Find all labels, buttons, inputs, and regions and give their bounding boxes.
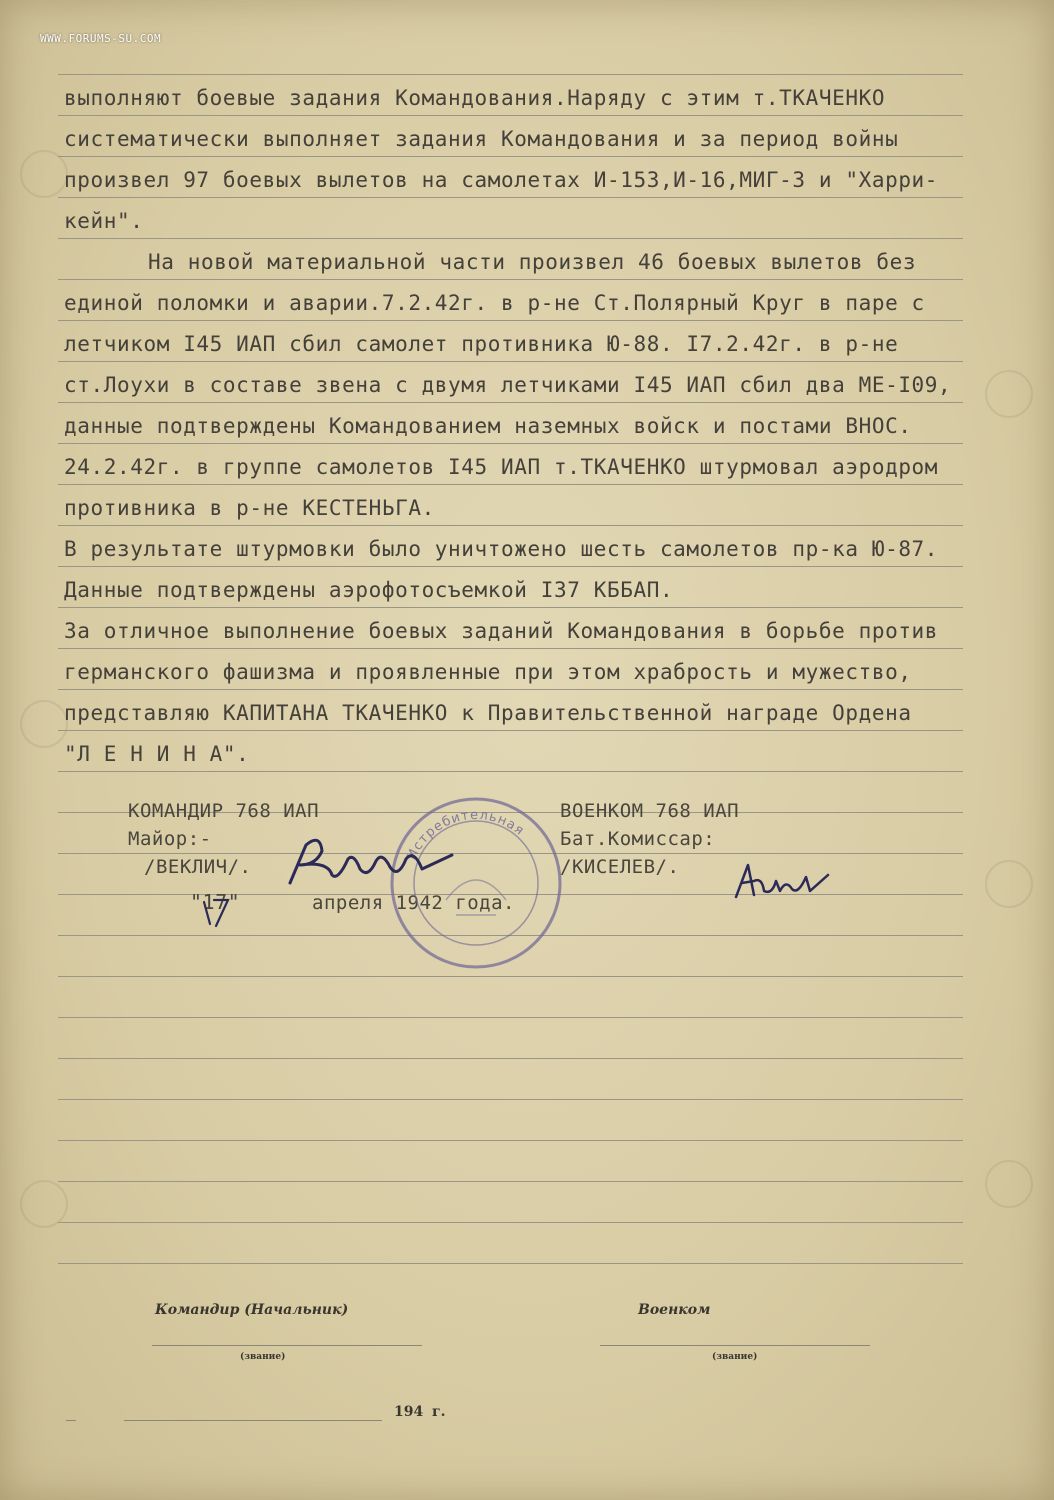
ruled-line: [58, 525, 963, 526]
watermark-emblem: [985, 860, 1033, 908]
ruled-line: [58, 197, 963, 198]
stamp-text: Истребительная: [404, 807, 528, 863]
body-line: кейн".: [64, 209, 144, 233]
watermark-emblem: [20, 150, 68, 198]
body-line: ст.Лоухи в составе звена с двумя летчиками I45 ИАП сбил два МЕ-I09,: [64, 373, 952, 397]
ruled-line: [58, 320, 963, 321]
body-line: 24.2.42г. в группе самолетов I45 ИАП т.ТКАЧЕНКО штурмовал аэродром: [64, 455, 939, 479]
commander-rank: Майор:-: [128, 828, 212, 850]
ruled-line: [58, 279, 963, 280]
body-line: выполняют боевые задания Командования.Наряду с этим т.ТКАЧЕНКО: [64, 86, 886, 110]
watermark-emblem: [20, 1180, 68, 1228]
commissar-rank: Бат.Комиссар:: [560, 828, 716, 850]
year-prefix: 194: [394, 1404, 424, 1420]
ruled-line: [58, 607, 963, 608]
date-day: "17": [190, 890, 241, 914]
commander-name: /ВЕКЛИЧ/.: [144, 856, 252, 878]
year-suffix: г.: [432, 1404, 446, 1420]
body-line: На новой материальной части произвел 46 боевых вылетов без: [148, 250, 917, 274]
body-line: единой поломки и аварии.7.2.42г. в р-не Ст.Полярный Круг в паре с: [64, 291, 925, 315]
ruled-line: [58, 1263, 963, 1264]
ruled-line: [58, 156, 963, 157]
ruled-line: [58, 484, 963, 485]
ruled-line: [58, 238, 963, 239]
source-watermark: WWW.FORUMS-SU.COM: [40, 32, 162, 45]
ruled-line: [58, 689, 963, 690]
ruled-line: [58, 402, 963, 403]
commissar-rank-blank: [600, 1345, 870, 1346]
ruled-line: [58, 1017, 963, 1018]
date-text: апреля 1942 года.: [312, 892, 515, 914]
ruled-line: [58, 976, 963, 977]
body-line: представляю КАПИТАНА ТКАЧЕНКО к Правительственной награде Ордена: [64, 701, 912, 725]
ruled-line: [58, 771, 963, 772]
body-line: противника в р-не КЕСТЕНЬГА.: [64, 496, 435, 520]
body-line: В результате штурмовки было уничтожено шесть самолетов пр-ка Ю-87.: [64, 537, 939, 561]
ruled-line: [58, 730, 963, 731]
ruled-line: [58, 74, 963, 75]
body-line: систематически выполняет задания Командования и за период войны: [64, 127, 899, 151]
body-line: Данные подтверждены аэрофотосъемкой I37 КББАП.: [64, 578, 674, 602]
ruled-line: [58, 648, 963, 649]
ruled-line: [58, 1058, 963, 1059]
date-handwriting: [196, 890, 236, 930]
ruled-line: [58, 443, 963, 444]
ruled-line: [58, 1140, 963, 1141]
rank-hint-right: (звание): [712, 1352, 758, 1362]
body-line: летчиком I45 ИАП сбил самолет противника Ю-88. I7.2.42г. в р-не: [64, 332, 899, 356]
ruled-line: [58, 1222, 963, 1223]
ruled-line: [58, 361, 963, 362]
ruled-line: [58, 115, 963, 116]
commissar-title: ВОЕНКОМ 768 ИАП: [560, 800, 740, 822]
commissar-name: /КИСЕЛЕВ/.: [560, 856, 680, 878]
watermark-emblem: [985, 1160, 1033, 1208]
commander-signature: [282, 825, 462, 895]
date-blank-quote: [66, 1420, 76, 1421]
rank-hint-left: (звание): [240, 1352, 286, 1362]
watermark-emblem: [985, 370, 1033, 418]
commissar-label: Военком: [638, 1302, 711, 1318]
body-line: За отличное выполнение боевых заданий Командования в борьбе против: [64, 619, 939, 643]
commander-title: КОМАНДИР 768 ИАП: [128, 800, 320, 822]
ruled-line: [58, 1099, 963, 1100]
ruled-line: [58, 1181, 963, 1182]
ruled-line: [58, 566, 963, 567]
commander-label: Командир (Начальник): [155, 1302, 349, 1318]
commander-rank-blank: [152, 1345, 422, 1346]
body-line: данные подтверждены Командованием наземных войск и постами ВНОС.: [64, 414, 912, 438]
watermark-emblem: [20, 700, 68, 748]
date-month-blank: [124, 1420, 382, 1421]
body-line: произвел 97 боевых вылетов на самолетах И-153,И-16,МИГ-3 и "Харри-: [64, 168, 939, 192]
commissar-signature: [728, 855, 838, 905]
body-line: германского фашизма и проявленные при этом храбрость и мужество,: [64, 660, 912, 684]
body-line: "Л Е Н И Н А".: [64, 742, 250, 766]
